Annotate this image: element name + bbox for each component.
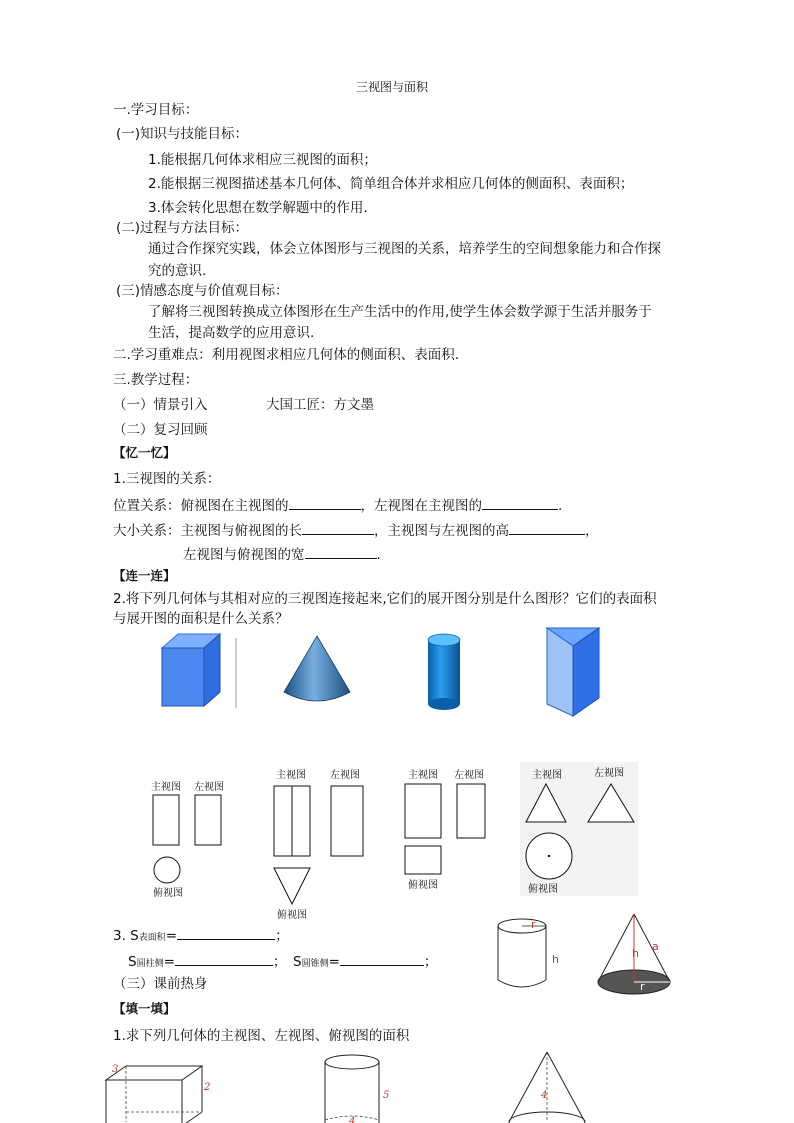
process-text-1: 通过合作探究实践，体会立体图形与三视图的关系，培养学生的空间想象能力和合作探 xyxy=(148,241,661,257)
top-view-label: 俯视图 xyxy=(153,888,183,899)
equals-sign: = xyxy=(165,928,178,944)
cone-dim-height-label: 4 xyxy=(541,1090,548,1101)
question-1: 1.三视图的关系： xyxy=(113,471,221,487)
main-view-rect xyxy=(405,784,441,838)
left-view-rect xyxy=(195,795,221,845)
size-relation xyxy=(113,520,599,541)
labeled-cone-figure xyxy=(596,912,676,998)
goal-item-1: 1.能根据几何体求相应三视图的面积； xyxy=(148,152,377,168)
question-2-line-1: 2.将下列几何体与其相对应的三视图连接起来,它们的展开图分别是什么图形？它们的表面积 xyxy=(113,591,657,607)
size-text-a: 大小关系：主视图与俯视图的长 xyxy=(113,523,302,539)
connect-tag: 【连一连】 xyxy=(113,568,176,583)
cylinder-figure xyxy=(425,632,465,714)
formula-cylinder-lateral xyxy=(128,951,286,974)
part-review: （二）复习回顾 xyxy=(113,422,208,438)
subheading-attitude: (三)情感态度与价值观目标： xyxy=(116,283,289,299)
page-title: 三视图与面积 xyxy=(356,80,429,94)
subscript-cone: 圆锥侧 xyxy=(301,959,329,969)
part-warmup: （三）课前热身 xyxy=(113,976,208,992)
views-cube xyxy=(400,764,495,894)
radius-label: r xyxy=(531,918,536,931)
cone-height-label: h xyxy=(632,947,639,960)
attitude-text-1: 了解将三视图转换成立体图形在生产生活中的作用,使学生体会数学源于生活并服务于 xyxy=(148,304,652,320)
blank-field[interactable] xyxy=(175,951,273,966)
size-text-c: ， xyxy=(585,523,599,539)
height-label: h xyxy=(552,953,559,966)
subheading-knowledge: (一)知识与技能目标： xyxy=(116,126,249,142)
attitude-text-2: 生活，提高数学的应用意识. xyxy=(148,325,315,341)
left-view-rect xyxy=(331,786,363,856)
goal-item-3: 3.体会转化思想在数学解题中的作用. xyxy=(148,200,368,216)
cylinder-dim-figure xyxy=(322,1052,392,1123)
position-relation xyxy=(113,495,562,516)
part-intro-topic: 大国工匠：方文墨 xyxy=(266,397,374,413)
size2-text-a: 左视图与俯视图的宽 xyxy=(183,547,305,563)
top-view-label: 俯视图 xyxy=(408,880,438,891)
semicolon: ； xyxy=(275,928,289,944)
subscript-surface: 表面积 xyxy=(138,933,166,943)
cube-figure xyxy=(158,632,248,712)
blank-field[interactable] xyxy=(509,520,585,535)
section-heading-process: 三.教学过程： xyxy=(113,372,199,388)
blank-field[interactable] xyxy=(289,495,361,510)
position-text-a: 位置关系：俯视图在主视图的 xyxy=(113,498,289,514)
goal-item-2: 2.能根据三视图描述基本几何体、简单组合体并求相应几何体的侧面积、表面积； xyxy=(148,176,634,192)
cylinder-height-label: 5 xyxy=(383,1090,390,1101)
left-view-label: 左视图 xyxy=(454,770,484,781)
left-view-rect xyxy=(457,784,485,838)
blank-field[interactable] xyxy=(302,520,374,535)
blank-field[interactable] xyxy=(305,544,377,559)
part-intro: （一）情景引入 xyxy=(113,397,208,413)
formula-cone-lateral xyxy=(293,951,437,974)
section-heading-keypoints: 二.学习重难点：利用视图求相应几何体的侧面积、表面积. xyxy=(113,347,460,363)
subscript-cylinder: 圆柱侧 xyxy=(136,959,164,969)
left-view-label: 左视图 xyxy=(330,770,360,781)
question-4: 1.求下列几何体的主视图、左视图、俯视图的面积 xyxy=(113,1028,410,1044)
size-relation-2 xyxy=(183,544,381,565)
cone-radius-label: r xyxy=(640,980,645,993)
main-view-label: 主视图 xyxy=(408,770,438,781)
prism-figure xyxy=(545,624,605,720)
main-view-label: 主视图 xyxy=(151,782,181,793)
blank-field[interactable] xyxy=(482,495,558,510)
top-view-label: 俯视图 xyxy=(528,884,558,895)
process-text-2: 究的意识. xyxy=(148,263,207,279)
slant-label: a xyxy=(652,940,659,953)
main-view-label: 主视图 xyxy=(276,770,306,781)
views-prism xyxy=(268,764,373,924)
blank-field[interactable] xyxy=(340,951,424,966)
main-view-label: 主视图 xyxy=(532,770,562,781)
left-view-label: 左视图 xyxy=(594,768,624,779)
blank-field[interactable] xyxy=(177,925,275,940)
cylinder-diameter-label: 4 xyxy=(349,1116,356,1123)
box-width-label: 3 xyxy=(112,1064,119,1075)
semicolon: ； xyxy=(272,954,287,970)
cone-dim-figure xyxy=(505,1050,595,1123)
recall-tag: 【忆一忆】 xyxy=(113,445,176,460)
cone-figure xyxy=(282,634,354,706)
left-view-label: 左视图 xyxy=(194,782,224,793)
position-text-b: ，左视图在主视图的 xyxy=(360,498,482,514)
formula-surface xyxy=(113,925,289,948)
semicolon: ； xyxy=(423,954,438,970)
position-text-c: . xyxy=(558,498,563,514)
formula-s-label: 3. S xyxy=(113,928,139,944)
labeled-cylinder-figure xyxy=(496,916,576,994)
section-heading-goals: 一.学习目标： xyxy=(113,102,199,118)
top-view-triangle xyxy=(274,868,310,904)
formula-s-label: S xyxy=(293,954,302,970)
formula-s-label: S xyxy=(128,954,137,970)
fill-tag: 【填一填】 xyxy=(113,1001,176,1016)
subheading-process: (二)过程与方法目标： xyxy=(116,220,249,236)
views-cylinder xyxy=(145,775,230,900)
size-text-b: ，主视图与左视图的高 xyxy=(374,523,509,539)
top-view-label: 俯视图 xyxy=(277,910,307,921)
views-cone xyxy=(520,762,640,898)
box-figure xyxy=(100,1062,215,1123)
size2-text-b: . xyxy=(376,547,381,563)
equals-sign: = xyxy=(328,954,340,970)
box-height-label: 2 xyxy=(204,1082,211,1093)
equals-sign: = xyxy=(163,954,175,970)
main-view-rect xyxy=(153,795,179,845)
question-2-line-2: 与展开图的面积是什么关系？ xyxy=(113,611,289,627)
top-view-rect xyxy=(405,846,441,874)
top-view-circle xyxy=(154,857,180,883)
